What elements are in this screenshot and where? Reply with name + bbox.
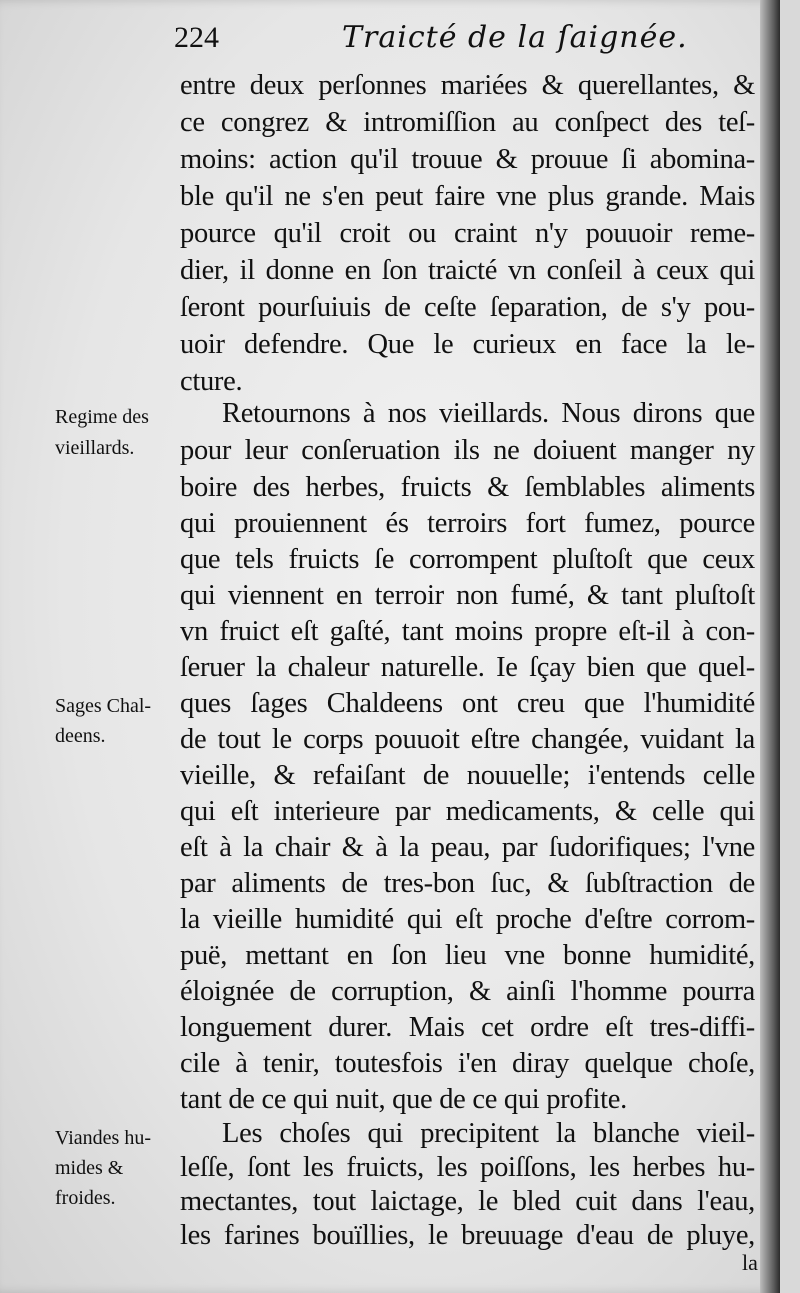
text-line: vn fruict eſt gaſté, tant moins propre eſt-il à con- <box>180 616 755 647</box>
margin-note: Viandes hu- <box>55 1127 151 1149</box>
text-line: pour leur conſeruation ils ne doiuent manger ny <box>180 435 755 466</box>
paragraph-first-line: Les choſes qui precipitent la blanche vieil- <box>222 1118 755 1149</box>
text-line: dier, il donne en ſon traicté vn conſeil à ceux qui <box>180 255 755 286</box>
running-title: Traicté de la ſaignée. <box>342 20 688 55</box>
text-line: qui eſt interieure par medicaments, & celle qui <box>180 796 755 827</box>
text-line: longuement durer. Mais cet ordre eſt tres-diffi- <box>180 1012 755 1043</box>
text-line: éloignée de corruption, & ainſi l'homme pourra <box>180 976 755 1007</box>
text-line: ble qu'il ne s'en peut faire vne plus grande. Mais <box>180 181 755 212</box>
text-line: qui prouiennent és terroirs fort fumez, pource <box>180 508 755 539</box>
text-line: les farines bouïllies, le breuuage d'eau de pluye, <box>180 1220 755 1251</box>
text-line: qui viennent en terroir non fumé, & tant pluſtoſt <box>180 580 755 611</box>
folio-number: 224 <box>174 21 219 54</box>
text-line: tant de ce qui nuit, que de ce qui profite. <box>180 1084 627 1115</box>
text-line: entre deux perſonnes mariées & querellantes, & <box>180 70 755 101</box>
paragraph-first-line: Retournons à nos vieillards. Nous dirons que <box>222 398 755 429</box>
text-line: cile à tenir, toutesfois i'en diray quelque choſe, <box>180 1048 755 1079</box>
text-line: mectantes, tout laictage, le bled cuit dans l'eau, <box>180 1186 755 1217</box>
catchword: la <box>742 1250 758 1275</box>
text-line: la vieille humidité qui eſt proche d'eſtre corrom- <box>180 904 755 935</box>
text-line: moins: action qu'il trouue & prouue ſi abomina- <box>180 144 755 175</box>
text-line: vieille, & refaiſant de nouuelle; i'entends celle <box>180 760 755 791</box>
margin-note: Sages Chal- <box>55 695 152 717</box>
margin-note: mides & <box>55 1157 124 1179</box>
text-line: leſſe, ſont les fruicts, les poiſſons, les herbes hu- <box>180 1152 755 1183</box>
margin-note: Regime des <box>55 406 149 428</box>
margin-note: froides. <box>55 1187 116 1209</box>
text-line: eſt à la chair & à la peau, par ſudorifiques; l'vne <box>180 832 755 863</box>
text-line: que tels fruicts ſe corrompent pluſtoſt que ceux <box>180 544 755 575</box>
text-line: puë, mettant en ſon lieu vne bonne humidité, <box>180 940 755 971</box>
margin-note: deens. <box>55 725 106 747</box>
text-line: pource qu'il croit ou craint n'y pouuoir reme- <box>180 218 755 249</box>
text-line: ques ſages Chaldeens ont creu que l'humidité <box>180 688 755 719</box>
text-line: de tout le corps pouuoit eſtre changée, vuidant la <box>180 724 755 755</box>
text-line: ſeront pourſuiuis de ceſte ſeparation, de s'y pou- <box>180 292 755 323</box>
text-line: uoir defendre. Que le curieux en face la le- <box>180 329 755 360</box>
text-line: boire des herbes, fruicts & ſemblables aliments <box>180 472 755 503</box>
text-line: ce congrez & intromiſſion au conſpect des teſ- <box>180 107 755 138</box>
page-edge-shadow <box>760 0 780 1293</box>
text-line: ſeruer la chaleur naturelle. Ie ſçay bien que quel- <box>180 652 755 683</box>
margin-note: vieillards. <box>55 437 135 459</box>
text-line: cture. <box>180 366 243 397</box>
text-line: par aliments de tres-bon ſuc, & ſubſtraction de <box>180 868 755 899</box>
